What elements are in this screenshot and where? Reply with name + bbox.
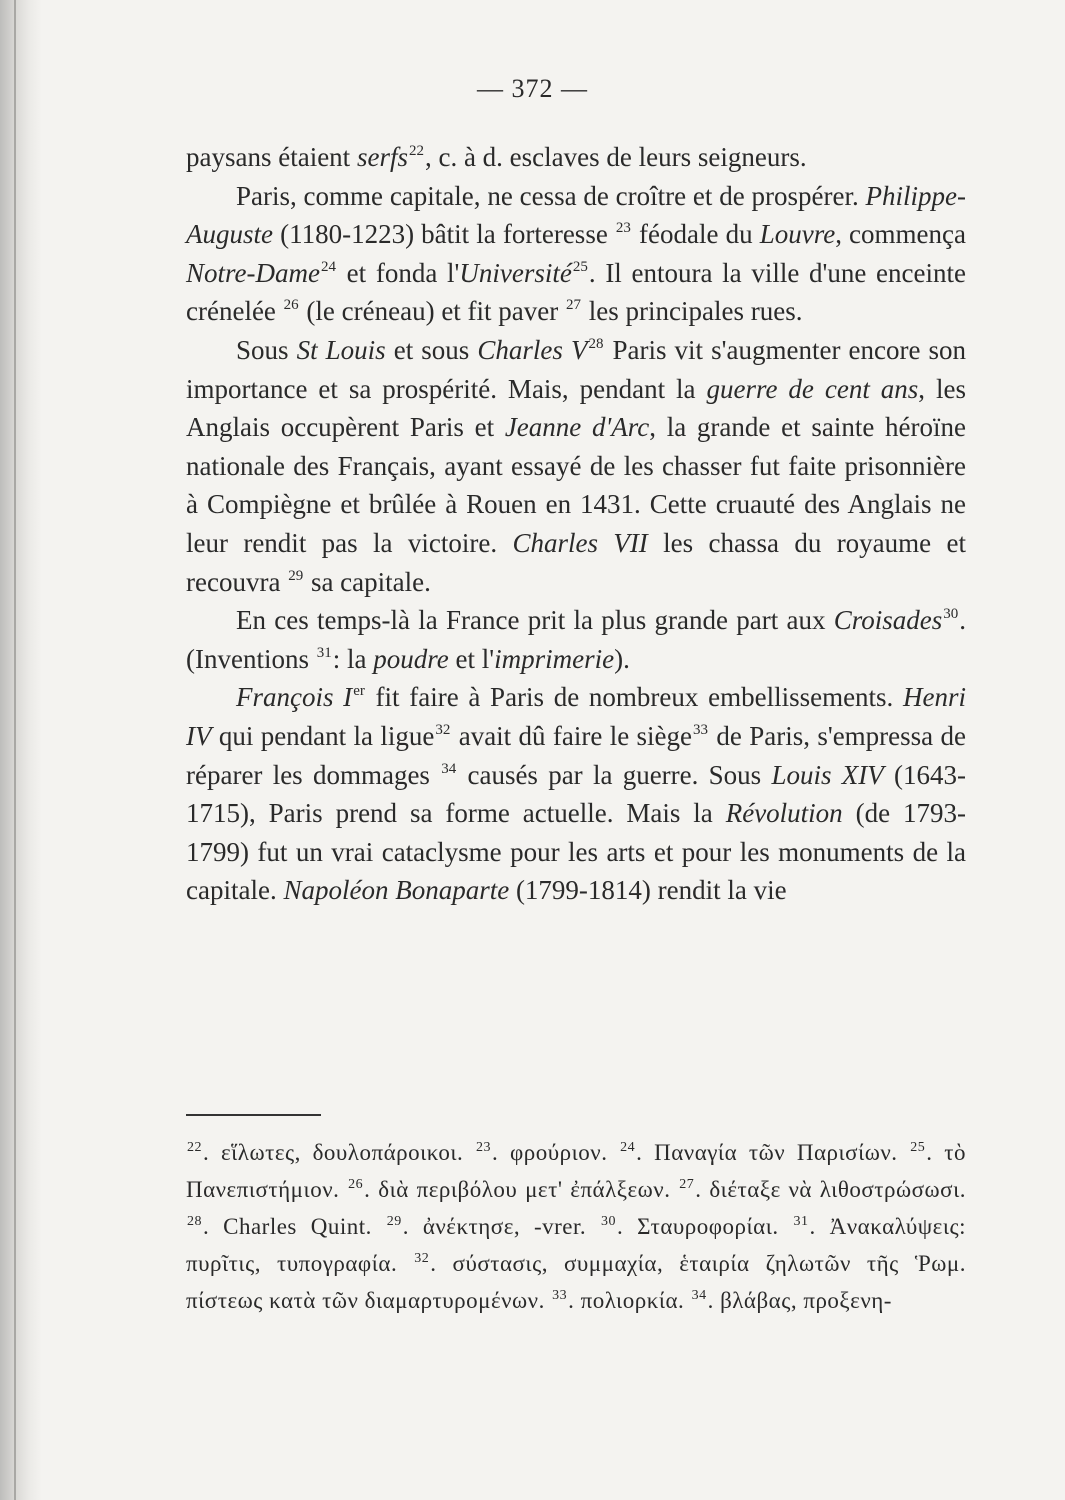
text-run: . Il entoura la ville d'une enceinte crénelée [186,257,966,327]
text-run: (le créneau) et fit paver [299,296,566,327]
footnote [386,1214,586,1239]
footnote-number: 22 [187,1140,202,1155]
footnote-text: . βλάβας, προξενη- [707,1288,892,1313]
footnote-text: . σύστασις, συμμαχία, ἑταιρία ζηλωτῶν τῆς Ῥωμ. πίστεως κατὰ τῶν διαμαρτυρομένων. [186,1251,966,1313]
body-text [186,138,966,910]
text-run: causés par la guerre. Sous [457,759,772,790]
italic-term: imprimerie [494,643,615,674]
footnote-ref: 29 [288,567,304,584]
footnote-text: . ἀνέκτησε, -vrer. [402,1214,587,1239]
italic-term: poudre [373,643,449,674]
italic-term: guerre de cent ans [706,373,919,404]
text-run: ). [614,643,630,674]
italic-term: François I [236,682,353,713]
footnote-ref: 34 [441,760,457,777]
italic-term: Jeanne d'Arc [504,412,650,443]
footnote-ref: er [353,683,365,700]
text-run: : la [332,643,374,674]
footnote-text: . διέταξε νὰ λιθοστρώσωσι. [695,1177,967,1202]
italic-term: Henri IV [186,682,967,751]
footnote-separator [186,1114,321,1116]
footnote-ref: 31 [316,644,332,661]
footnote-number: 25 [910,1140,926,1155]
text-run: , la grande et sainte héroïne nationale des Français, ayant essayé de les chasser fut faite prisonnière à Compiègne et brûlée à Rouen en 1431. Cette cruauté des Anglais ne leur rendit pas la victoire. [186,412,966,558]
italic-term: Croisades [833,605,943,636]
footnote [186,1214,372,1239]
italic-term: St Louis [296,334,386,365]
footnote-text: . Σταυροφορίαι. [617,1214,779,1239]
italic-term: Napoléon Bonaparte [283,875,510,906]
text-run: (1180-1223) bâtit la forteresse [273,219,615,250]
italic-term: Révolution [725,798,843,829]
italic-term: Charles VII [512,527,648,558]
text-run: les principales rues. [582,296,803,327]
footnote-ref: 32 [435,721,451,738]
text-run: sa capitale. [304,566,431,597]
footnotes [186,1134,966,1319]
text-run: et l' [448,643,495,674]
italic-term: Louis XIV [771,759,884,790]
footnote-number: 28 [187,1214,202,1229]
italic-term: serfs [356,142,408,172]
footnote-ref: 23 [615,220,631,237]
footnote-number: 30 [601,1214,616,1229]
text-run: Sous [236,334,297,365]
text-run: et sous [385,334,478,365]
footnote-number: 27 [679,1177,695,1192]
footnote-text: . Ἀνακαλύψεις: πυρῖτις, τυπογραφία. [186,1214,967,1276]
footnote-number: 34 [691,1288,707,1303]
footnote-number: 32 [414,1251,430,1266]
binding-edge [14,0,16,1500]
footnote-text: . φρούριον. [492,1140,608,1165]
footnote-number: 31 [793,1214,809,1229]
text-run: féodale du [631,219,760,250]
footnote-text: . Παναγία τῶν Παρισίων. [636,1140,898,1165]
footnote-text: . τὸ Πανεπιστήμιον. [186,1140,966,1202]
text-run: . (Inventions [186,605,966,674]
italic-term: Philippe-Auguste [186,180,966,250]
footnote-number: 26 [348,1177,364,1192]
paragraph [186,331,966,601]
paragraph [186,177,966,331]
footnote-ref: 27 [566,297,582,314]
page-number: — 372 — [477,74,588,103]
text-run: et fonda l' [336,257,460,288]
footnote-text: . διὰ περιβόλου μετ' ἐπάλξεων. [364,1177,671,1202]
text-run: , c. à d. esclaves de leurs seigneurs. [424,142,807,172]
footnote-ref: 25 [572,258,588,275]
text-run: (de 1793-1799) fut un vrai cataclysme pour les arts et pour les monuments de la capitale. [186,798,966,906]
footnote [600,1214,779,1239]
text-run: Paris, comme capitale, ne cessa de croître et de prospérer. [236,180,866,211]
text-run: avait dû faire le siège [451,720,693,751]
text-run: , commença [835,219,966,250]
text-run: les chassa du royaume et recouvra [186,527,966,597]
footnote [347,1177,670,1202]
text-run: En ces temps-là la France prit la plus grande part aux [236,605,834,636]
footnote [678,1177,966,1202]
footnote [619,1140,897,1165]
footnote [551,1288,684,1313]
footnote-number: 29 [386,1214,402,1229]
footnote-number: 33 [552,1288,568,1303]
text-run: fit faire à Paris de nombreux embellissements. [365,682,904,713]
italic-term: Notre-Dame [186,257,320,288]
text-run: Paris vit s'augmenter encore son importance et sa prospérité. Mais, pendant la [186,334,966,404]
footnote [186,1140,463,1165]
footnote-ref: 24 [320,258,336,275]
text-run: , les Anglais occupèrent Paris et [186,373,966,443]
footnote-text: . εἵλωτες, δουλοπάροικοι. [203,1140,464,1165]
paragraph [186,138,966,177]
text-run: paysans étaient [186,142,357,172]
footnote-number: 23 [476,1140,492,1155]
footnote [691,1288,892,1313]
text-run: de Paris, s'empressa de réparer les dommages [186,720,966,790]
footnote-number: 24 [620,1140,636,1155]
paragraph [186,678,966,910]
footnote-text: . πολιορκία. [568,1288,685,1313]
text-run: (1799-1814) rendit la vie [509,875,787,906]
binding-shadow [0,0,42,1500]
footnote-ref: 28 [588,335,604,352]
footnote-ref: 33 [693,721,709,738]
footnote-ref: 30 [943,606,959,623]
text-run: qui pendant la ligue [211,720,435,751]
italic-term: Université [459,257,572,288]
footnote [475,1140,607,1165]
footnote-ref: 22 [408,143,424,159]
footnote-ref: 26 [283,297,299,314]
footnote-text: . Charles Quint. [203,1214,372,1239]
italic-term: Louvre [759,219,836,250]
italic-term: Charles V [477,334,588,365]
paragraph [186,601,966,678]
text-run: (1643-1715), Paris prend sa forme actuelle. Mais la [186,759,966,829]
